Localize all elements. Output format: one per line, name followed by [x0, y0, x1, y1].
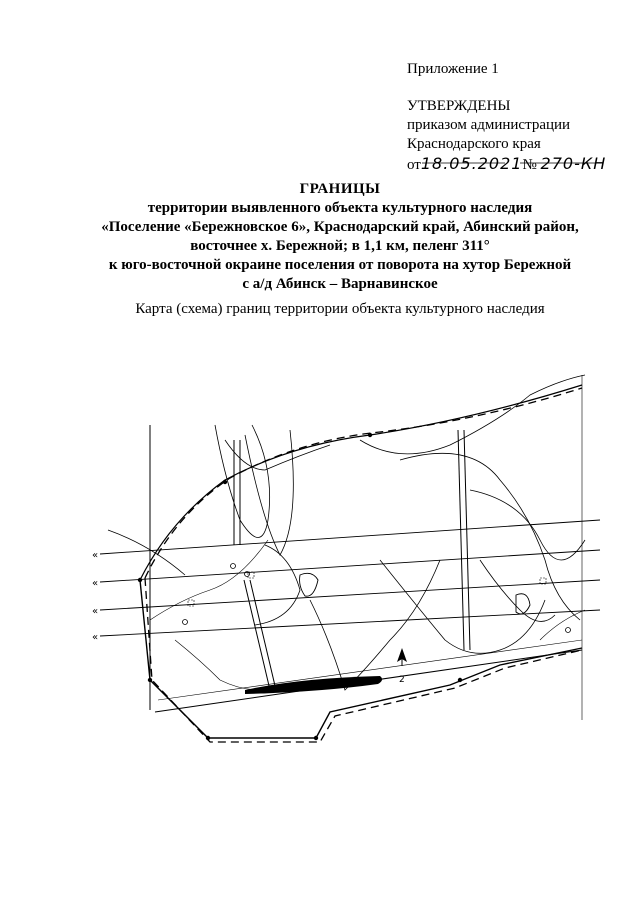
power-line-arrow-icon: « [92, 632, 99, 643]
order-date: 18.05.2021 [420, 154, 523, 173]
canal-line [250, 580, 276, 690]
pond-outline [300, 573, 318, 596]
boundary-vertex [206, 736, 210, 740]
boundary-vertex [314, 736, 318, 740]
power-line-arrow-icon: « [92, 550, 99, 561]
power-line [100, 550, 600, 582]
order-line-2: Краснодарского края [407, 136, 541, 152]
boundary-vertex [148, 678, 152, 682]
boundary-vertex [223, 480, 227, 484]
road-line [158, 640, 582, 700]
contour-line [175, 640, 260, 690]
date-prefix: от [407, 157, 421, 173]
power-line [100, 610, 600, 636]
contour-line [400, 453, 580, 620]
contour-line [255, 545, 300, 625]
boundary-vertex [138, 578, 142, 582]
boundary-vertex [458, 678, 462, 682]
approved-label: УТВЕРЖДЕНЫ [407, 98, 511, 114]
number-prefix: № [522, 157, 537, 173]
north-arrow-label: 2 [399, 675, 405, 685]
title-heading: ГРАНИЦЫ [299, 181, 381, 197]
contour-line [540, 610, 585, 640]
title-line-5: с а/д Абинск – Варнавинское [242, 276, 438, 292]
pond-outline [516, 594, 530, 614]
title-line-3: восточнее х. Бережной; в 1,1 км, пеленг 311° [190, 238, 490, 254]
site-boundary-solid [140, 385, 582, 580]
power-line-arrow-icon: « [92, 606, 99, 617]
contour-line [360, 375, 585, 454]
boundary-vertex [368, 433, 372, 437]
map-caption: Карта (схема) границ территории объекта культурного наследия [135, 301, 545, 317]
site-boundary-dashed [145, 388, 582, 578]
marker-circle [231, 564, 236, 569]
title-line-2: «Поселение «Бережновское 6», Краснодарский край, Абинский район, [101, 219, 579, 235]
title-line-1: территории выявленного объекта культурного наследия [147, 200, 533, 216]
canal-line [244, 580, 270, 690]
appendix-label: Приложение 1 [407, 61, 499, 77]
power-line-arrow-icon: « [92, 578, 99, 589]
marker-circle [566, 628, 571, 633]
order-line-1: приказом администрации [407, 117, 571, 133]
marker-circle [183, 620, 188, 625]
contour-line [310, 560, 440, 690]
power-line [100, 520, 600, 554]
contour-line [480, 560, 555, 621]
contour-line [245, 430, 293, 555]
order-number: 270-КН [540, 154, 607, 173]
title-line-4: к юго-восточной окраине поселения от поворота на хутор Бережной [108, 257, 572, 273]
